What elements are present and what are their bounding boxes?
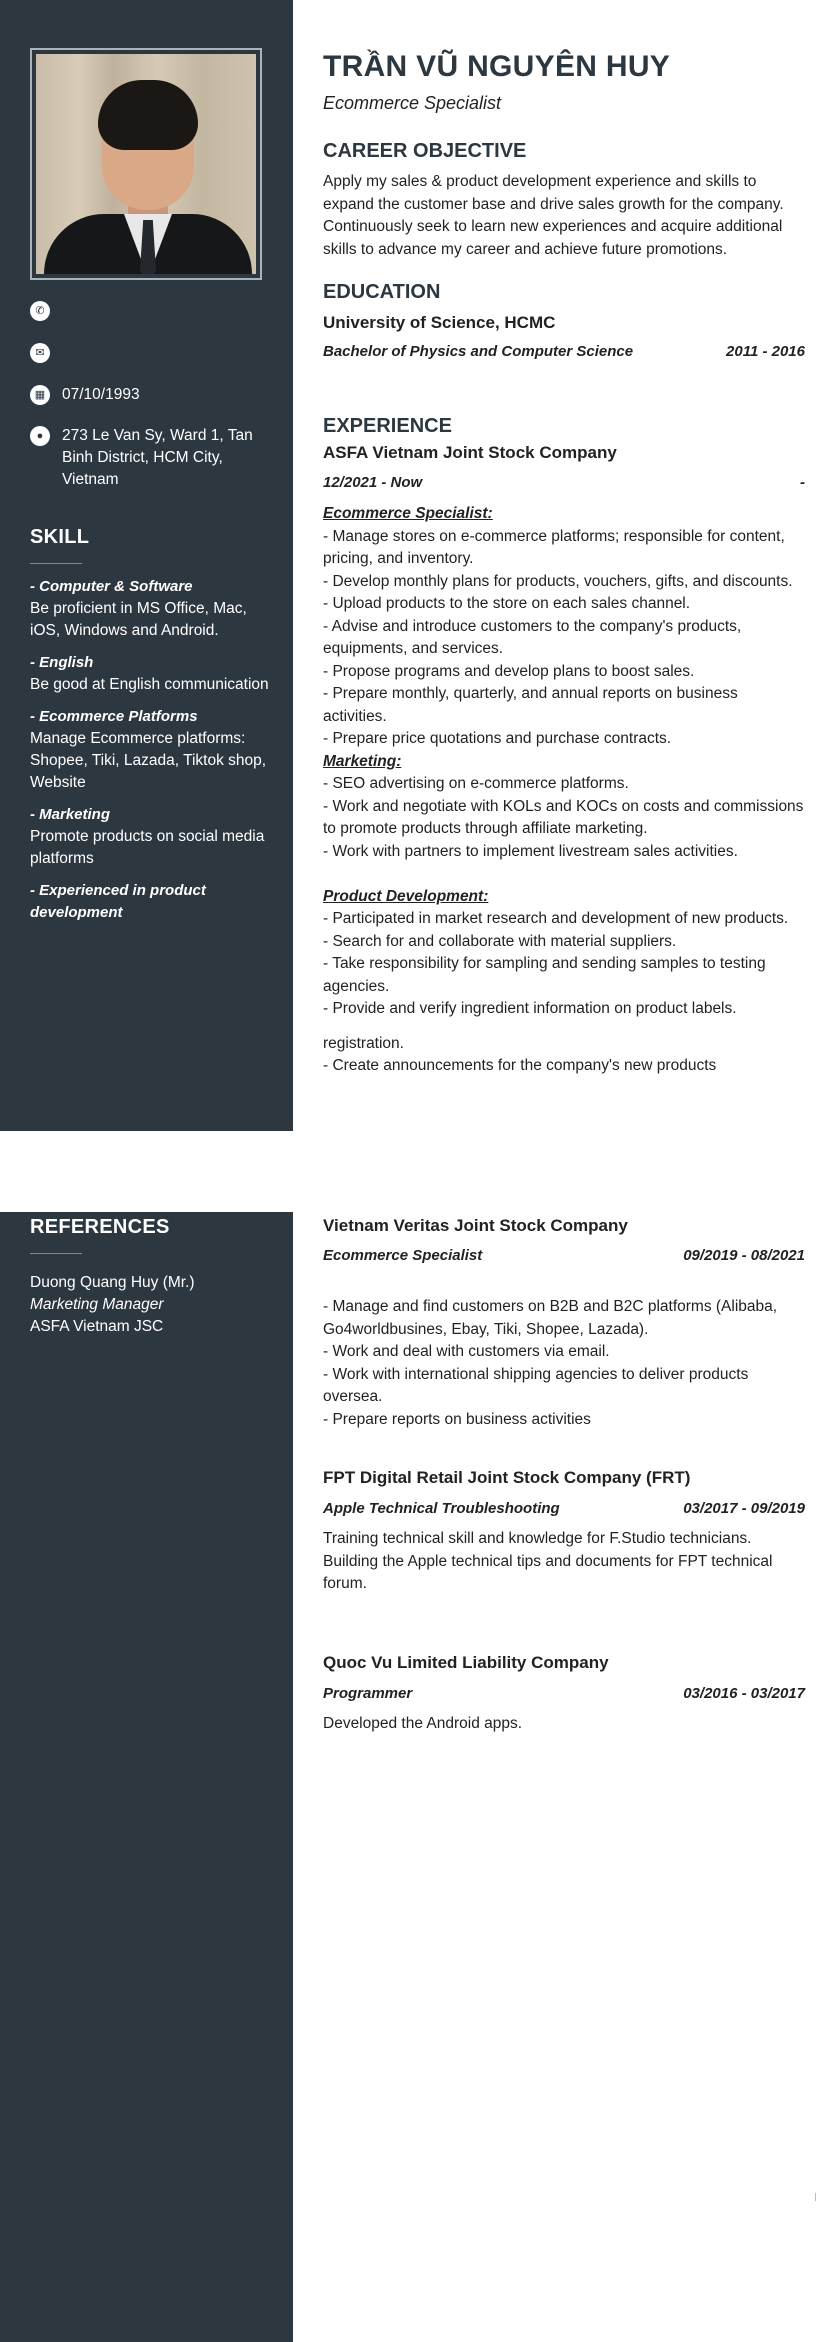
list-item: - Work and deal with customers via email. <box>323 1343 610 1360</box>
reference-company: ASFA Vietnam JSC <box>30 1318 164 1335</box>
sidebar <box>0 0 293 1131</box>
list-item: - Upload products to the store on each sales channel. <box>323 595 691 612</box>
contact-phone <box>30 300 272 321</box>
frt-role: Apple Technical Troubleshooting <box>323 1500 560 1517</box>
birthday-text: 07/10/1993 <box>62 386 140 403</box>
objective-text: Apply my sales & product development experience and skills to expand the customer base and drive sales growth for the company. Continuously seek to learn new experiences and acquire additional skills to advance my career and achieve future promotions. <box>323 173 784 258</box>
contact-email <box>30 342 272 363</box>
references-divider <box>30 1253 82 1254</box>
quocvu-text: Developed the Android apps. <box>323 1715 523 1732</box>
skill-list <box>30 576 270 924</box>
skill-title: - Computer & Software <box>30 578 193 595</box>
frt-period: 03/2017 - 09/2019 <box>683 1500 805 1517</box>
veritas-details <box>323 1296 805 1431</box>
quocvu-period: 03/2016 - 03/2017 <box>683 1685 805 1702</box>
list-item: - Work with partners to implement livestream sales activities. <box>323 842 738 860</box>
phone-icon: ✆ <box>30 301 50 321</box>
list-item: - Work and negotiate with KOLs and KOCs on costs and commissions to promote products through affiliate marketing. <box>323 797 804 837</box>
profile-photo-frame <box>30 48 262 280</box>
resume-page-1 <box>0 0 828 1131</box>
education-years: 2011 - 2016 <box>726 343 805 360</box>
veritas-period: 09/2019 - 08/2021 <box>683 1247 805 1264</box>
list-item: - Prepare monthly, quarterly, and annual reports on business activities. <box>323 685 738 725</box>
quocvu-role: Programmer <box>323 1685 413 1702</box>
asfa-period-right: - <box>800 474 805 491</box>
skill-title: - English <box>30 654 94 671</box>
contact-birthday <box>30 384 272 406</box>
candidate-name: TRẦN VŨ NGUYÊN HUY <box>323 50 671 83</box>
list-item: registration. <box>323 1034 404 1052</box>
profile-photo <box>36 54 256 274</box>
list-item: - Work with international shipping agencies to deliver products oversea. <box>323 1365 749 1405</box>
references-heading: REFERENCES <box>30 1216 170 1238</box>
skill-desc: Promote products on social media platforms <box>30 828 265 867</box>
list-item: - Prepare reports on business activities <box>323 1410 591 1428</box>
list-item: - Take responsibility for sampling and sending samples to testing agencies. <box>323 955 766 995</box>
skill-divider <box>30 563 82 564</box>
asfa-sub-ecommerce: Ecommerce Specialist: <box>323 505 493 522</box>
education-degree: Bachelor of Physics and Computer Science <box>323 343 634 360</box>
candidate-title: Ecommerce Specialist <box>323 93 502 113</box>
list-item: - Provide and verify ingredient information on product labels. <box>323 1000 737 1017</box>
list-item: - Advise and introduce customers to the company's products, equipments, and services. <box>323 617 742 657</box>
reference-role: Marketing Manager <box>30 1296 164 1313</box>
objective-heading: CAREER OBJECTIVE <box>323 140 527 162</box>
address-text: 273 Le Van Sy, Ward 1, Tan Binh District, HCM City, Vietnam <box>62 427 253 488</box>
asfa-details <box>323 503 805 1078</box>
references-block <box>30 1272 270 1338</box>
asfa-sub-marketing: Marketing: <box>323 752 402 770</box>
list-item: - Manage and find customers on B2B and B2C platforms (Alibaba, Go4worldbusines, Ebay, Tiki, Shopee, Lazada). <box>323 1298 778 1338</box>
veritas-role: Ecommerce Specialist <box>323 1247 483 1264</box>
asfa-period: 12/2021 - Now <box>323 474 423 491</box>
resume-page-2 <box>0 1212 828 2342</box>
education-school: University of Science, HCMC <box>323 313 556 332</box>
calendar-icon: ▦ <box>30 385 50 405</box>
contact-address <box>30 425 272 491</box>
skill-desc: Be proficient in MS Office, Mac, iOS, Windows and Android. <box>30 600 247 639</box>
email-icon: ✉ <box>30 343 50 363</box>
list-item: - SEO advertising on e-commerce platforms. <box>323 775 629 792</box>
skill-desc: Be good at English communication <box>30 676 269 693</box>
education-degree-row <box>323 343 805 360</box>
sidebar <box>0 1212 293 2342</box>
skill-desc: Manage Ecommerce platforms: Shopee, Tiki, Lazada, Tiktok shop, Website <box>30 730 267 791</box>
experience-heading: EXPERIENCE <box>323 415 452 437</box>
asfa-sub-product: Product Development: <box>323 887 489 905</box>
list-item: - Participated in market research and development of new products. <box>323 910 789 927</box>
skill-title: - Ecommerce Platforms <box>30 708 198 725</box>
company-asfa: ASFA Vietnam Joint Stock Company <box>323 443 617 462</box>
location-pin-icon: ● <box>30 426 50 446</box>
skill-title: - Experienced in product development <box>30 882 206 921</box>
list-item: - Prepare price quotations and purchase contracts. <box>323 730 672 747</box>
list-item: - Create announcements for the company's new products <box>323 1057 717 1074</box>
page-edge-mark <box>815 2193 816 2201</box>
skill-title: - Marketing <box>30 806 111 823</box>
reference-name: Duong Quang Huy (Mr.) <box>30 1274 195 1291</box>
frt-role-row <box>323 1500 805 1517</box>
list-item: - Propose programs and develop plans to boost sales. <box>323 662 695 680</box>
education-heading: EDUCATION <box>323 281 441 303</box>
list-item: - Manage stores on e-commerce platforms; responsible for content, pricing, and inventory. <box>323 527 785 567</box>
company-frt: FPT Digital Retail Joint Stock Company (FRT) <box>323 1468 691 1487</box>
skill-heading: SKILL <box>30 526 90 548</box>
company-veritas: Vietnam Veritas Joint Stock Company <box>323 1216 628 1235</box>
quocvu-role-row <box>323 1685 805 1702</box>
company-quocvu: Quoc Vu Limited Liability Company <box>323 1653 609 1672</box>
asfa-period-row <box>323 474 805 491</box>
list-item: - Develop monthly plans for products, vouchers, gifts, and discounts. <box>323 572 793 590</box>
frt-text: Training technical skill and knowledge for F.Studio technicians. Building the Apple technical tips and documents for FPT technical forum. <box>323 1530 773 1592</box>
list-item: - Search for and collaborate with material suppliers. <box>323 932 677 950</box>
veritas-role-row <box>323 1247 805 1264</box>
